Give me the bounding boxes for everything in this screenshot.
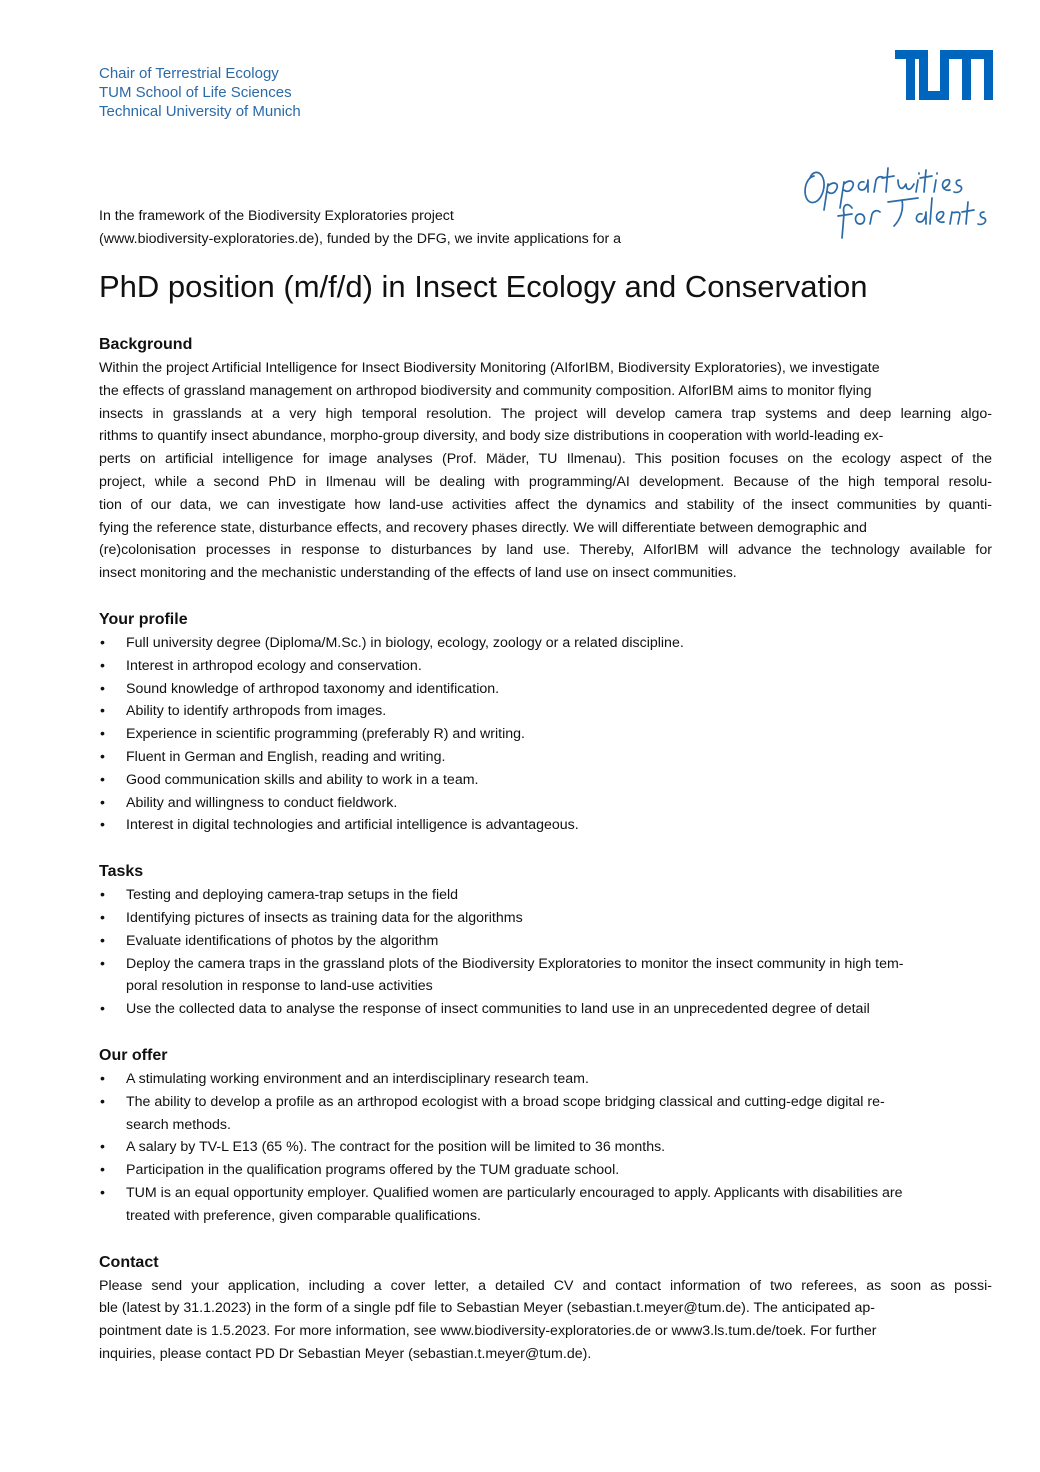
paragraph-line: inquiries, please contact PD Dr Sebastian Meyer (sebastian.t.meyer@tum.de).: [99, 1345, 592, 1362]
list-item: [99, 678, 992, 701]
list-item: [99, 814, 992, 837]
paragraph-line: tion of our data, we can investigate how land-use activities affect the dynamics and stability of the insect communities by quanti-: [99, 496, 992, 513]
list-item-text: TUM is an equal opportunity employer. Qualified women are particularly encouraged to apply. Applicants with disabilities are: [126, 1184, 903, 1201]
list-item: [99, 769, 992, 792]
list-item: [99, 930, 992, 953]
intro-line: In the framework of the Biodiversity Exploratories project: [99, 208, 454, 224]
list-item-text: Experience in scientific programming (preferably R) and writing.: [126, 726, 525, 743]
list-item-text: Ability to identify arthropods from images.: [126, 703, 387, 720]
bullet-icon: •: [100, 1139, 105, 1156]
list-item: [99, 1136, 992, 1159]
bullet-icon: •: [100, 909, 105, 926]
bullet-icon: •: [100, 748, 105, 765]
bullet-icon: •: [100, 932, 105, 949]
bullet-icon: •: [100, 1184, 105, 1201]
list-item-text: Fluent in German and English, reading and writing.: [126, 748, 446, 765]
list-item-text: Deploy the camera traps in the grassland plots of the Biodiversity Exploratories to monitor the insect community in high tem-: [126, 955, 904, 972]
offer-section: [99, 1044, 992, 1228]
background-section: [99, 333, 992, 585]
list-item-text: search methods.: [126, 1116, 231, 1133]
list-item-text: Participation in the qualification programs offered by the TUM graduate school.: [126, 1162, 620, 1179]
bullet-icon: •: [100, 1162, 105, 1179]
list-item: [99, 632, 992, 655]
document-body: [99, 333, 992, 1389]
affiliation-block: [99, 64, 301, 121]
list-item: [99, 746, 992, 769]
list-item-text: Identifying pictures of insects as training data for the algorithms: [126, 909, 523, 926]
list-item: [99, 723, 992, 746]
affiliation-line: TUM School of Life Sciences: [99, 84, 292, 101]
list-item: [99, 884, 992, 907]
list-item: [99, 655, 992, 678]
bullet-icon: •: [100, 794, 105, 811]
list-item: [99, 1159, 992, 1182]
list-item-text: A stimulating working environment and an interdisciplinary research team.: [126, 1070, 589, 1087]
paragraph-line: perts on artificial intelligence for image analyses (Prof. Mäder, TU Ilmenau). This position focuses on the ecology aspect of the: [99, 451, 992, 468]
tasks-list: [99, 884, 992, 1021]
intro-line: (www.biodiversity-exploratories.de), funded by the DFG, we invite applications for a: [99, 231, 622, 247]
list-item: [99, 953, 992, 999]
paragraph-line: fying the reference state, disturbance effects, and recovery phases directly. We will differentiate between demographic and: [99, 519, 867, 536]
list-item-text: Sound knowledge of arthropod taxonomy and identification.: [126, 680, 500, 697]
paragraph-line: project, while a second PhD in Ilmenau will be dealing with programming/AI development. Because of the high temporal resolu-: [99, 473, 992, 490]
list-item-text: A salary by TV-L E13 (65 %). The contract for the position will be limited to 36 months.: [126, 1139, 666, 1156]
bullet-icon: •: [100, 955, 105, 972]
bullet-icon: •: [100, 1070, 105, 1087]
list-item: [99, 700, 992, 723]
contact-section: [99, 1251, 992, 1366]
list-item-text: Interest in digital technologies and artificial intelligence is advantageous.: [126, 817, 579, 834]
list-item-text: Evaluate identifications of photos by the algorithm: [126, 932, 439, 949]
list-item: [99, 998, 992, 1021]
bullet-icon: •: [100, 771, 105, 788]
list-item: [99, 1068, 992, 1091]
list-item-text: The ability to develop a profile as an arthropod ecologist with a broad scope bridging classical and cutting-edge digital re-: [126, 1093, 885, 1110]
bullet-icon: •: [100, 887, 105, 904]
section-heading: Tasks: [99, 863, 144, 881]
list-item-text: Good communication skills and ability to work in a team.: [126, 771, 479, 788]
list-item: [99, 1091, 992, 1137]
list-item-text: Interest in arthropod ecology and conservation.: [126, 657, 422, 674]
affiliation-line: Technical University of Munich: [99, 103, 301, 120]
offer-list: [99, 1068, 992, 1228]
paragraph-line: Within the project Artificial Intelligence for Insect Biodiversity Monitoring (AIforIBM, Biodiversity Exploratories), we investigate: [99, 360, 880, 376]
section-heading: Our offer: [99, 1046, 168, 1064]
paragraph-line: the effects of grassland management on arthropod biodiversity and community composition. AIforIBM aims to monitor flying: [99, 382, 872, 399]
affiliation-line: Chair of Terrestrial Ecology: [99, 65, 279, 82]
page-title: PhD position (m/f/d) in Insect Ecology and Conservation: [99, 269, 868, 304]
bullet-icon: •: [100, 657, 105, 674]
bullet-icon: •: [100, 1093, 105, 1110]
profile-list: [99, 632, 992, 837]
paragraph-line: (re)colonisation processes in response to disturbances by land use. Thereby, AIforIBM will advance the technology available for: [99, 542, 992, 559]
opportunities-for-talents-signature: [798, 158, 996, 240]
list-item: [99, 1182, 992, 1228]
bullet-icon: •: [100, 726, 105, 743]
bullet-icon: •: [100, 680, 105, 697]
background-paragraph: [99, 357, 992, 585]
section-heading: Background: [99, 336, 193, 353]
bullet-icon: •: [100, 634, 105, 651]
paragraph-line: insect monitoring and the mechanistic understanding of the effects of land use on insect communities.: [99, 565, 737, 582]
tum-logo: [895, 50, 993, 100]
list-item: [99, 792, 992, 815]
list-item-text: Use the collected data to analyse the response of insect communities to land use in an unprecedented degree of detail: [126, 1001, 870, 1018]
paragraph-line: Please send your application, including a cover letter, a detailed CV and contact information of two referees, as soon as possi-: [99, 1277, 992, 1294]
list-item-text: Ability and willingness to conduct fieldwork.: [126, 794, 398, 811]
paragraph-line: ble (latest by 31.1.2023) in the form of a single pdf file to Sebastian Meyer (sebastian.t.meyer@tum.de). The anticipated ap-: [99, 1300, 875, 1317]
contact-paragraph: [99, 1275, 992, 1366]
intro-text: [99, 205, 779, 251]
paragraph-line: rithms to quantify insect abundance, morpho-group diversity, and body size distributions in cooperation with world-leading ex-: [99, 428, 884, 445]
list-item: [99, 907, 992, 930]
list-item-text: Testing and deploying camera-trap setups in the field: [126, 887, 459, 904]
profile-section: [99, 608, 992, 837]
bullet-icon: •: [100, 817, 105, 834]
section-heading: Your profile: [99, 610, 188, 628]
paragraph-line: pointment date is 1.5.2023. For more information, see www.biodiversity-exploratories.de or www3.ls.tum.de/toek. For further: [99, 1323, 877, 1340]
bullet-icon: •: [100, 1001, 105, 1018]
list-item-text: treated with preference, given comparable qualifications.: [126, 1207, 481, 1224]
paragraph-line: insects in grasslands at a very high temporal resolution. The project will develop camera trap systems and deep learning algo-: [99, 405, 992, 422]
section-heading: Contact: [99, 1253, 159, 1271]
list-item-text: poral resolution in response to land-use activities: [126, 978, 433, 995]
tasks-section: [99, 860, 992, 1021]
bullet-icon: •: [100, 703, 105, 720]
list-item-text: Full university degree (Diploma/M.Sc.) in biology, ecology, zoology or a related discipline.: [126, 634, 684, 651]
